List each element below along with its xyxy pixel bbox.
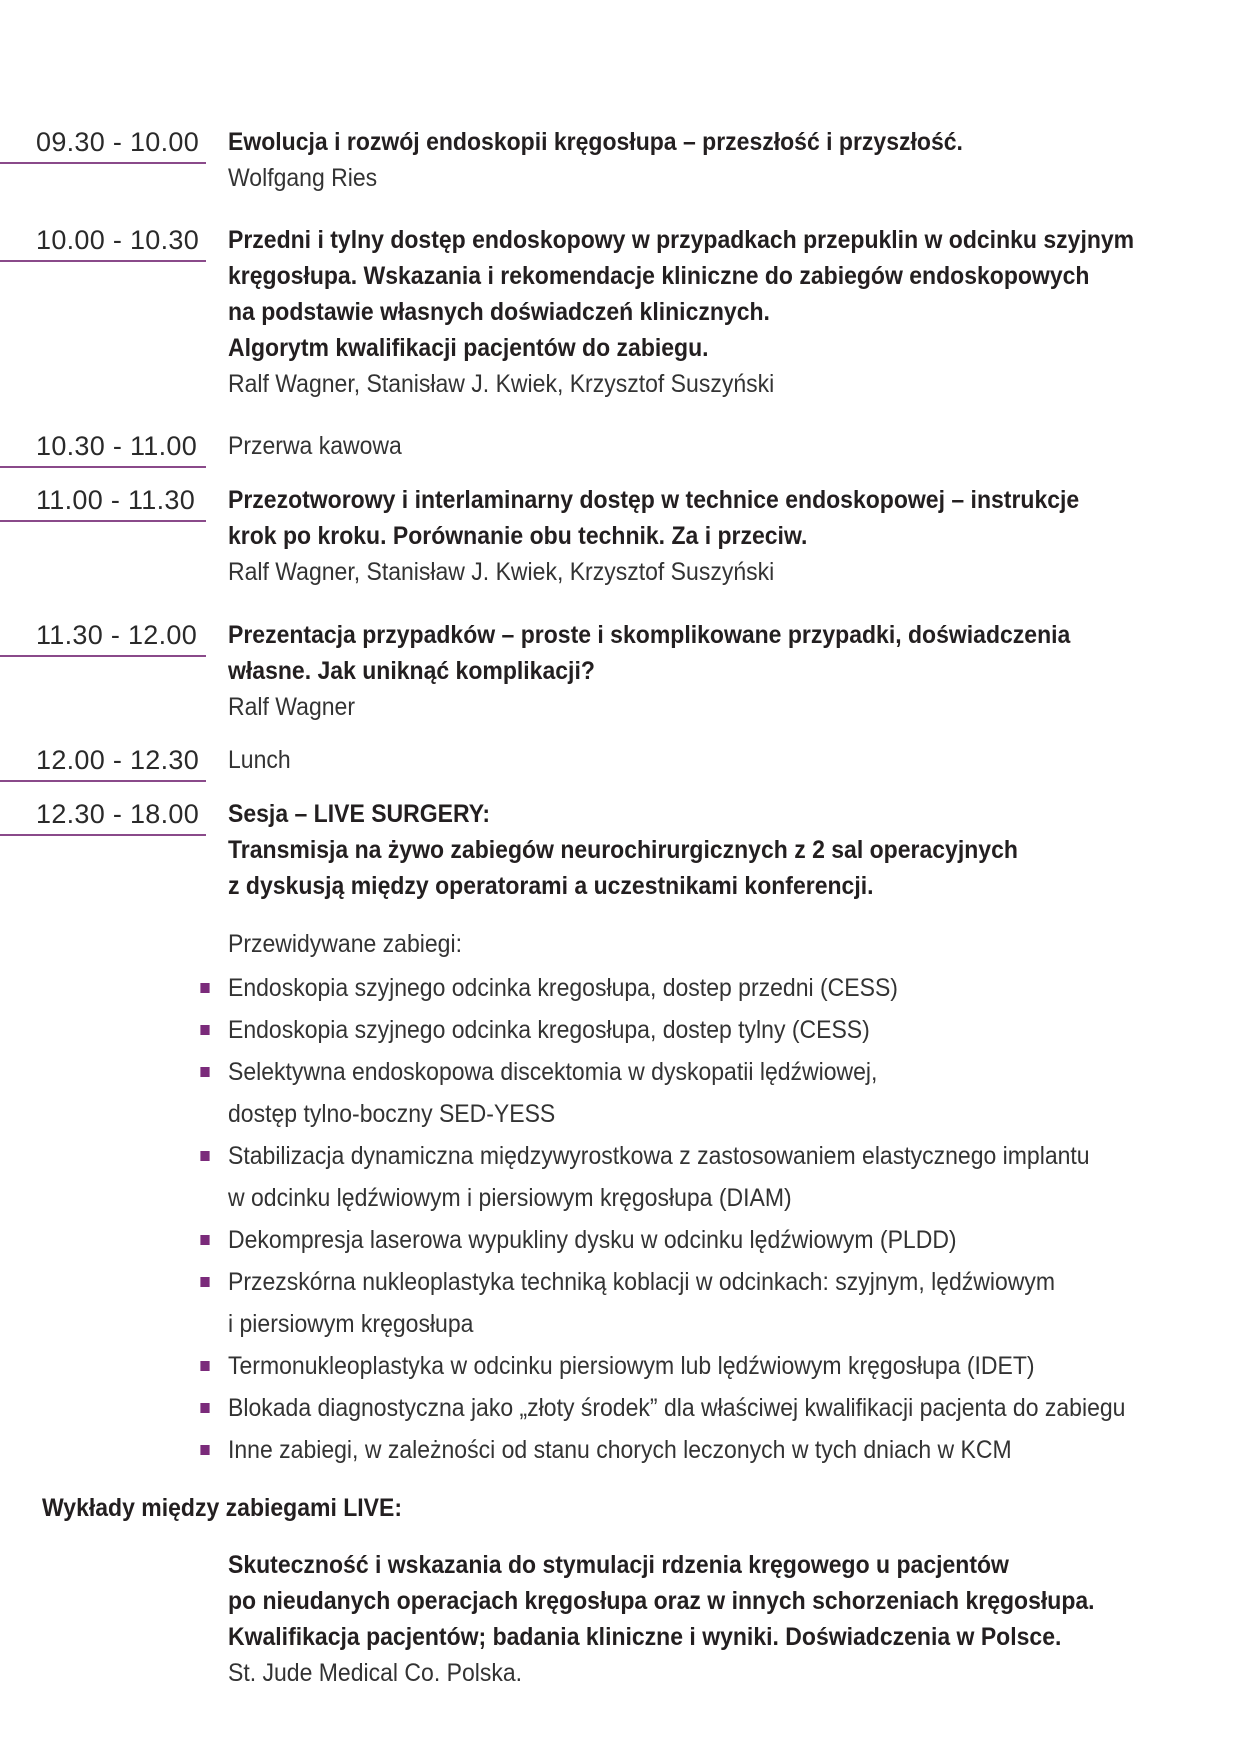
- session-content: [228, 482, 1218, 590]
- list-item: [228, 1429, 1148, 1471]
- list-item-line: Stabilizacja dynamiczna międzywyrostkowa z zastosowaniem elastycznego implantu: [228, 1142, 1090, 1170]
- list-item-line: Termonukleoplastyka w odcinku piersiowym lub lędźwiowym kręgosłupa (IDET): [228, 1352, 1035, 1380]
- bullet-square-icon: [200, 1277, 209, 1287]
- list-item: [228, 1219, 1148, 1261]
- break-label: Przerwa kawowa: [228, 432, 402, 460]
- lecture-speaker: St. Jude Medical Co. Polska.: [228, 1659, 523, 1687]
- list-item-line: i piersiowym kręgosłupa: [228, 1310, 474, 1338]
- list-item-line: Endoskopia szyjnego odcinka kregosłupa, dostep przedni (CESS): [228, 974, 898, 1002]
- bullet-square-icon: [200, 1403, 209, 1413]
- bullet-square-icon: [200, 1151, 209, 1161]
- time-underline: [0, 834, 206, 836]
- bullet-square-icon: [200, 1025, 209, 1035]
- session-title-line: na podstawie własnych doświadczeń klinicznych.: [228, 298, 770, 326]
- session-speaker: Wolfgang Ries: [228, 164, 378, 192]
- session-title-line: Przedni i tylny dostęp endoskopowy w przypadkach przepuklin w odcinku szyjnym: [228, 226, 1135, 254]
- list-item-line: Selektywna endoskopowa discektomia w dyskopatii lędźwiowej,: [228, 1058, 878, 1086]
- session-time: 12.00 - 12.30: [36, 745, 200, 775]
- procedures-heading: Przewidywane zabiegi:: [228, 930, 462, 958]
- session-time: 09.30 - 10.00: [36, 127, 200, 157]
- list-item: [228, 1345, 1148, 1387]
- time-underline: [0, 260, 206, 262]
- session-time: 11.30 - 12.00: [36, 620, 198, 650]
- session-content: [228, 124, 1218, 196]
- session-title-line: Przezotworowy i interlaminarny dostęp w technice endoskopowej – instrukcje: [228, 486, 1080, 514]
- session-title-line: krok po kroku. Porównanie obu technik. Za i przeciw.: [228, 522, 808, 550]
- list-item: [228, 1387, 1148, 1429]
- time-underline: [0, 655, 206, 657]
- list-item-line: Endoskopia szyjnego odcinka kregosłupa, dostep tylny (CESS): [228, 1016, 870, 1044]
- list-item-line: Dekompresja laserowa wypukliny dysku w odcinku lędźwiowym (PLDD): [228, 1226, 957, 1254]
- session-content: [228, 222, 1218, 402]
- list-item-line: Blokada diagnostyczna jako „złoty środek” dla właściwej kwalifikacji pacjenta do zabiegu: [228, 1394, 1126, 1422]
- session-title-line: Transmisja na żywo zabiegów neurochirurgicznych z 2 sal operacyjnych: [228, 836, 1018, 864]
- lecture-title-line: Skuteczność i wskazania do stymulacji rdzenia kręgowego u pacjentów: [228, 1551, 1009, 1579]
- session-content: [228, 617, 1218, 725]
- session-title-line: własne. Jak uniknąć komplikacji?: [228, 657, 595, 685]
- list-item: [228, 1261, 1148, 1345]
- list-item-line: Inne zabiegi, w zależności od stanu chorych leczonych w tych dniach w KCM: [228, 1436, 1012, 1464]
- session-title-line: Sesja – LIVE SURGERY:: [228, 800, 491, 828]
- lunch-label: Lunch: [228, 746, 291, 774]
- session-speaker: Ralf Wagner, Stanisław J. Kwiek, Krzysztof Suszyński: [228, 370, 775, 398]
- lecture-title-line: po nieudanych operacjach kręgosłupa oraz w innych schorzeniach kręgosłupa.: [228, 1587, 1095, 1615]
- bullet-square-icon: [200, 983, 209, 993]
- session-content: [228, 796, 1218, 904]
- session-time: 11.00 - 11.30: [36, 485, 196, 515]
- list-item: [228, 967, 1148, 1009]
- time-underline: [0, 520, 206, 522]
- bullet-square-icon: [200, 1445, 209, 1455]
- session-title-line: Algorytm kwalifikacji pacjentów do zabiegu.: [228, 334, 709, 362]
- session-time: 10.30 - 11.00: [36, 431, 198, 461]
- session-title: Ewolucja i rozwój endoskopii kręgosłupa – przeszłość i przyszłość.: [228, 128, 963, 156]
- time-underline: [0, 780, 206, 782]
- list-item-line: w odcinku lędźwiowym i piersiowym kręgosłupa (DIAM): [228, 1184, 792, 1212]
- list-item: [228, 1051, 1148, 1135]
- bullet-square-icon: [200, 1361, 209, 1371]
- session-time: 10.00 - 10.30: [36, 225, 200, 255]
- session-title-line: Prezentacja przypadków – proste i skomplikowane przypadki, doświadczenia: [228, 621, 1071, 649]
- time-underline: [0, 466, 206, 468]
- session-speaker: Ralf Wagner: [228, 693, 355, 721]
- bullet-square-icon: [200, 1067, 209, 1077]
- lectures-heading: Wykłady między zabiegami LIVE:: [42, 1494, 403, 1522]
- list-item: [228, 1009, 1148, 1051]
- time-underline: [0, 162, 206, 164]
- session-content: [228, 428, 1218, 464]
- lecture-content: [228, 1547, 1218, 1691]
- list-item: [228, 1135, 1148, 1219]
- bullet-square-icon: [200, 1235, 209, 1245]
- list-item-line: dostęp tylno-boczny SED-YESS: [228, 1100, 556, 1128]
- session-time: 12.30 - 18.00: [36, 799, 200, 829]
- list-item-line: Przezskórna nukleoplastyka techniką koblacji w odcinkach: szyjnym, lędźwiowym: [228, 1268, 1056, 1296]
- session-title-line: z dyskusją między operatorami a uczestnikami konferencji.: [228, 872, 874, 900]
- lecture-title-line: Kwalifikacja pacjentów; badania kliniczne i wyniki. Doświadczenia w Polsce.: [228, 1623, 1062, 1651]
- session-content: [228, 742, 1218, 778]
- session-title-line: kręgosłupa. Wskazania i rekomendacje kliniczne do zabiegów endoskopowych: [228, 262, 1090, 290]
- session-speaker: Ralf Wagner, Stanisław J. Kwiek, Krzysztof Suszyński: [228, 558, 775, 586]
